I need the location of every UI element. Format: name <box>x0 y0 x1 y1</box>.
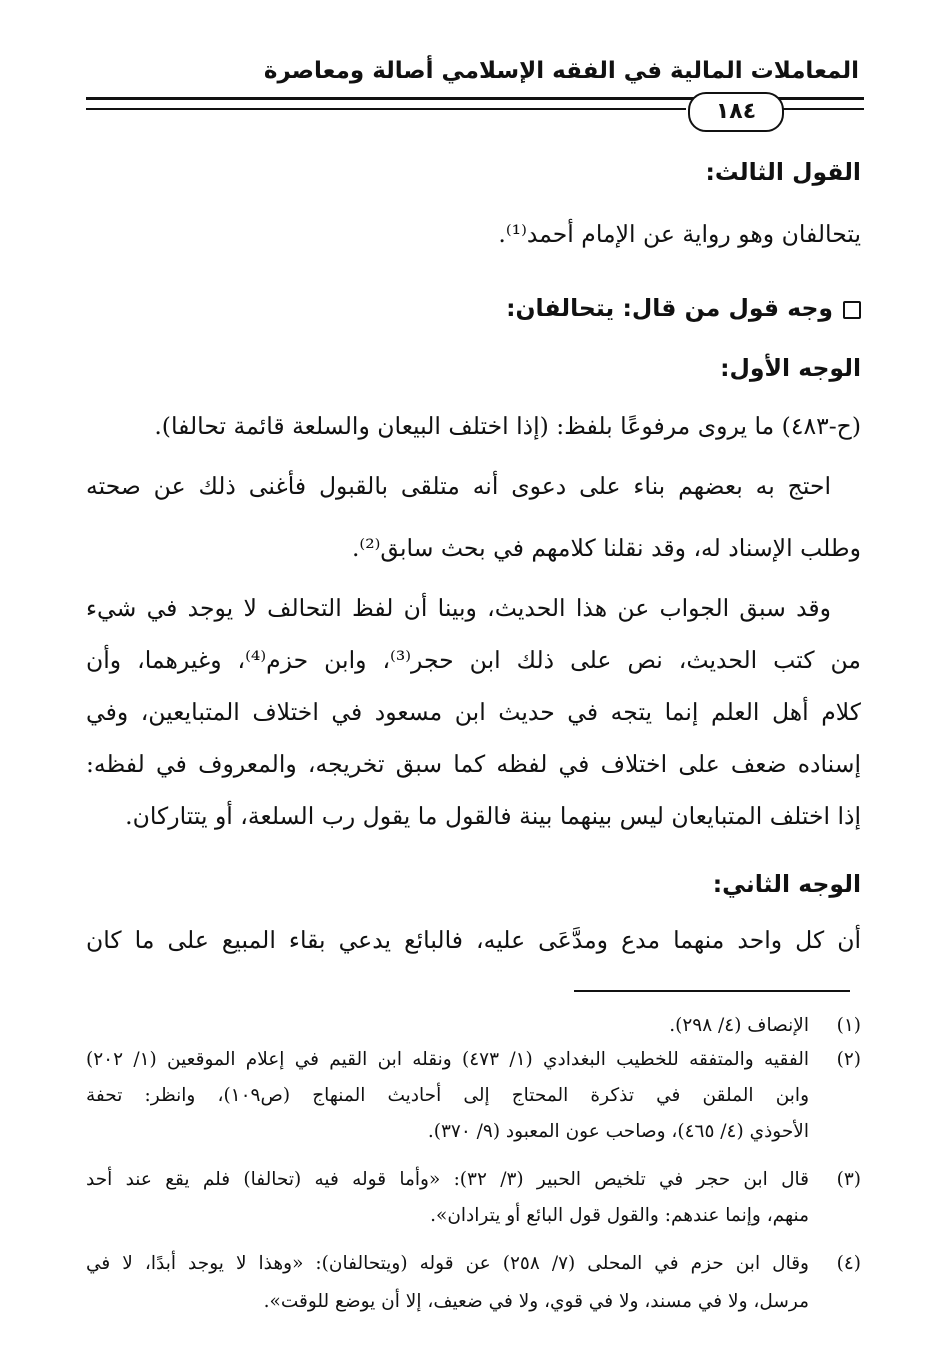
paragraph-line: وقد سبق الجواب عن هذا الحديث، وبينا أن لفظ التحالف لا يوجد في شيء <box>86 594 831 622</box>
paragraph-line: يتحالفان وهو رواية عن الإمام أحمد⁽¹⁾. <box>498 220 861 248</box>
footnote-number: (٢) <box>836 1049 861 1070</box>
footnote-number: (١) <box>836 1015 861 1036</box>
footnote-2-continued: وابن الملقن في تذكرة المحتاج إلى أحاديث المنهاج (ص١٠٩)، وانظر: تحفة <box>86 1085 810 1106</box>
footnote-4-continued: مرسل، ولا في مسند، ولا في قوي، ولا في ضعيف، إلا أن يوضع للوقت». <box>263 1291 809 1312</box>
paragraph-line: احتج به بعضهم بناء على دعوى أنه متلقى بالقبول فأغنى ذلك عن صحته <box>86 472 831 500</box>
footnote-1 <box>86 1010 861 1041</box>
footnote-2-continued: الأحوذي (٤/ ٤٦٥)، وصاحب عون المعبود (٩/ ٣٧٠). <box>427 1121 809 1142</box>
checkbox-bullet-icon <box>843 301 861 319</box>
paragraph-line: وطلب الإسناد له، وقد نقلنا كلامهم في بحث سابق⁽²⁾. <box>351 534 861 562</box>
section-heading: الوجه الأول: <box>720 354 861 382</box>
header-rule-right <box>780 108 864 110</box>
paragraph-line: إذا اختلف المتبايعان ليس بينهما بينة فالقول ما يقول رب السلعة، أو يتتاركان. <box>125 802 861 830</box>
subsection-heading <box>86 288 861 328</box>
footnote-3-continued: منهم، وإنما عندهم: والقول قول البائع أو يترادان». <box>430 1205 809 1226</box>
footnote-number: (٣) <box>836 1169 862 1190</box>
footnote-text: قال ابن حجر في تلخيص الحبير (٣/ ٣٢): «وأما قوله فيه (تحالفا) فلم يقع عند أحد <box>86 1169 810 1190</box>
footnote-text: وقال ابن حزم في المحلى (٧/ ٢٥٨) عن قوله (ويتحالفان): «وهذا لا يوجد أبدًا، لا في <box>86 1253 809 1274</box>
subsection-heading-text: وجه قول من قال: يتحالفان: <box>506 294 833 322</box>
running-title: المعاملات المالية في الفقه الإسلامي أصالة ومعاصرة <box>263 58 859 84</box>
header-rule-left <box>86 108 686 110</box>
footnote-text: الإنصاف (٤/ ٢٩٨). <box>669 1015 809 1036</box>
footnote-2 <box>86 1044 861 1075</box>
footnote-4 <box>86 1248 861 1279</box>
footnote-separator <box>574 990 850 992</box>
paragraph-line: من كتب الحديث، نص على ذلك ابن حجر⁽³⁾، وابن حزم⁽⁴⁾، وغيرهما، وأن <box>86 646 862 674</box>
footnote-number: (٤) <box>836 1253 861 1274</box>
section-heading: الوجه الثاني: <box>712 870 861 898</box>
footnote-text: الفقيه والمتفقه للخطيب البغدادي (١/ ٤٧٣) ونقله ابن القيم في إعلام الموقعين (١/ ٢٠٢) <box>86 1049 809 1070</box>
hadith-line: (ح-٤٨٣) ما يروى مرفوعًا بلفظ: (إذا اختلف البيعان والسلعة قائمة تحالفا). <box>154 412 861 440</box>
paragraph-line: أن كل واحد منهما مدع ومدَّعَى عليه، فالبائع يدعي بقاء المبيع على ما كان <box>86 926 861 954</box>
footnote-3 <box>86 1164 861 1195</box>
paragraph-line: كلام أهل العلم إنما يتجه في حديث ابن مسعود في اختلاف المتبايعين، وفي <box>86 698 861 726</box>
paragraph-line: إسناده ضعف على اختلاف في لفظه كما سبق تخريجه، والمعروف في لفظه: <box>86 750 861 778</box>
page-number: ١٨٤ <box>688 92 784 132</box>
section-heading: القول الثالث: <box>705 158 861 186</box>
